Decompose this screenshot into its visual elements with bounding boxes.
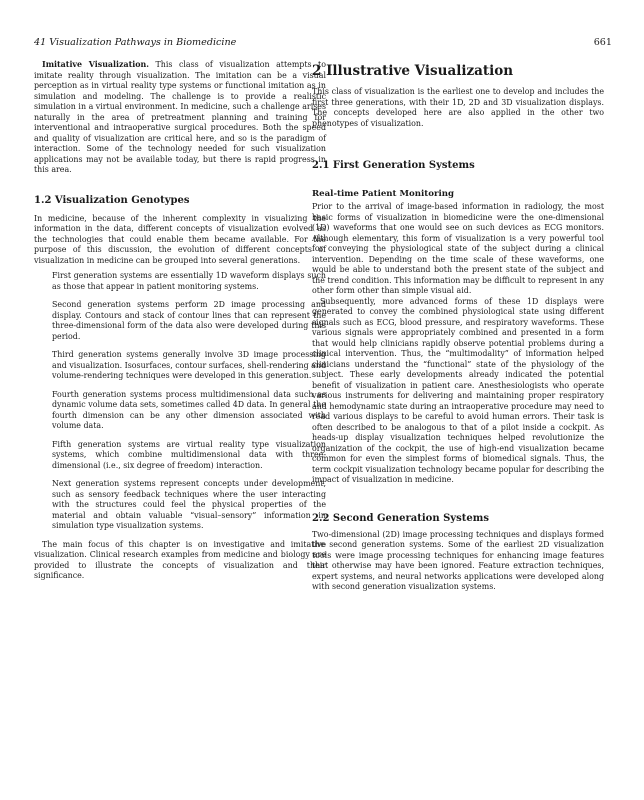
running-header <box>34 37 612 48</box>
imitative-paragraph <box>34 60 326 176</box>
section-2-1-heading: 2.1 First Generation Systems <box>312 160 475 171</box>
right-column <box>312 60 604 593</box>
imitative-runin-heading: Imitative Visualization. <box>42 60 150 69</box>
monitoring-paragraph-2: Subsequently, more advanced forms of these 1D displays were generated to convey the combined physiological state using different signals such as ECG, blood pressure, and respiratory waveforms. These various signals were appropriately combined and presented in a form that would help clinicians rapidly observe potential problems during a clinical intervention. Thus, the “multimodality” of information helped clinicians understand the “functional” state of the physiology of the subject. These early developments already indicated the potential benefit of visualization in patient care. Anesthesiologists who operate various instruments for delivering and maintaining proper respiratory and hemodynamic state during an intraoperative procedure may need to read various displays to be careful to avoid human errors. Their task is often described to be analogous to that of a pilot inside a cockpit. As heads-up display visualization techniques helped revolutionize the organization of the cockpit, the use of high-end visualization became common for even the simplest forms of biomedical signals. Thus, the term cockpit visualization technology became popular for describing the impact of visualization in medicine. <box>312 296 604 484</box>
generation-item-first: First generation systems are essentially 1D waveform displays such as those that appear in patient monitoring systems. <box>52 271 326 291</box>
monitoring-paragraph-1: Prior to the arrival of image-based information in radiology, the most basic forms of visualization in biomedicine were the one-dimensional (1D) waveforms that one would see on such devices as ECG monitors. Although elementary, this form of visualization is a very powerful tool for conveying the physiological state of the subject during a clinical intervention. Depending on the time scale of these waveforms, one would be able to understand both the present state of the subject and the trend condition. This information may be difficult to represent in any other form other than simple visual aid. <box>312 202 604 295</box>
generation-item-next: Next generation systems represent concepts under development, such as sensory feedback techniques where the user interacting with the structures could feel the physical properties of the material and obtain valuable “visual–sensory” information in simulation type visualization systems. <box>52 479 326 530</box>
generation-item-fourth: Fourth generation systems process multidimensional data such as dynamic volume data sets, sometimes called 4D data. In general the fourth dimension can be any other dimension associated with volume data. <box>52 389 326 430</box>
section-1-2-heading: 1.2 Visualization Genotypes <box>34 194 190 206</box>
imitative-text: This class of visualization attempts to imitate reality through visualization. The imitation can be a visual perception as in virtual reality type systems or functional imitation as in simulation and modeling. The challenge is to provide a realistic simulation in a virtual environment. In medicine, such a challenge arises naturally in the area of pretreatment planning and training for interventional and intraoperative surgical procedures. Both the speed and quality of visualization are critical here, and so is the paradigm of interaction. Some of the technology needed for such visualization applications may not be available today, but there is rapid progress in this area. <box>34 60 326 174</box>
subsection-heading: Real-time Patient Monitoring <box>312 189 455 199</box>
generation-item-fifth: Fifth generation systems are virtual reality type visualization systems, which combine multidimensional data with three-dimensional (i.e., six degree of freedom) interaction. <box>52 439 326 470</box>
left-column <box>34 60 326 582</box>
section-2-heading: 2 Illustrative Visualization <box>312 63 514 79</box>
genotypes-intro: In medicine, because of the inherent complexity in visualizing the information in the data, different concepts of visualization evolved as the technologies that could enable them became available. For the purpose of this discussion, the evolution of different concepts of visualization in medicine can be grouped into several generations. <box>34 213 326 265</box>
running-title: 41 Visualization Pathways in Biomedicine <box>34 37 237 48</box>
page-number: 661 <box>593 37 612 48</box>
generation-item-third: Third generation systems generally involve 3D image processing and visualization. Isosurfaces, contour surfaces, shell-rendering and volume-rendering techniques were developed in this generation. <box>52 350 326 380</box>
section-2-intro: This class of visualization is the earliest one to develop and includes the first three generations, with their 1D, 2D and 3D visualization displays. The concepts developed here are also applied in the other two phenotypes of visualization. <box>312 87 604 128</box>
main-focus-paragraph: The main focus of this chapter is on investigative and imitative visualization. Clinical research examples from medicine and biology are provided to illustrate the concepts of visualization and their significance. <box>34 539 326 580</box>
section-2-2-heading: 2.2 Second Generation Systems <box>312 512 489 524</box>
generation-item-second: Second generation systems perform 2D image processing and display. Contours and stack of contour lines that can represent the three-dimensional form of the data also were developed during this period. <box>52 300 326 341</box>
second-gen-paragraph: Two-dimensional (2D) image processing techniques and displays formed the second generation systems. Some of the earliest 2D visualization tools were image processing techniques for enhancing image features that otherwise may have been ignored. Feature extraction techniques, expert systems, and neural networks applications were developed along with second generation visualization systems. <box>312 529 604 591</box>
